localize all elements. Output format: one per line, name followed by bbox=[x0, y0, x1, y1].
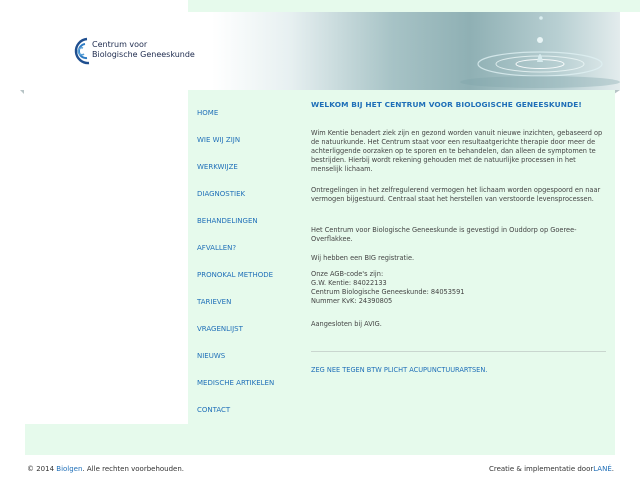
nav-wie-wij-zijn[interactable]: WIE WIJ ZIJN bbox=[197, 136, 241, 144]
nav-medische-artikelen[interactable]: MEDISCHE ARTIKELEN bbox=[197, 379, 275, 387]
left-white-column bbox=[25, 90, 188, 424]
footer-credit bbox=[489, 465, 614, 473]
paragraph-location: Het Centrum voor Biologische Geneeskunde is gevestigd in Ouddorp op Goeree-Overflakkee. bbox=[311, 226, 577, 243]
footer-biolgen-link[interactable]: Biolgen bbox=[56, 465, 83, 473]
btw-petition-link[interactable]: ZEG NEE TEGEN BTW PLICHT ACUPUNCTUURARTSEN. bbox=[311, 366, 488, 374]
header-banner bbox=[20, 12, 620, 90]
nav-afvallen[interactable]: AFVALLEN? bbox=[197, 244, 237, 252]
header-top-strip bbox=[188, 0, 640, 12]
nav-werkwijze[interactable]: WERKWIJZE bbox=[197, 163, 238, 171]
footer-credit-prefix: Creatie & implementatie door bbox=[488, 465, 594, 473]
footer-lane-link[interactable]: LANÉ bbox=[593, 465, 612, 473]
logo[interactable] bbox=[70, 34, 220, 68]
nav-home[interactable]: HOME bbox=[197, 109, 219, 117]
agb-title: Onze AGB-code's zijn: bbox=[311, 270, 384, 278]
page-title: WELKOM BIJ HET CENTRUM VOOR BIOLOGISCHE GENEESKUNDE! bbox=[311, 100, 582, 109]
footer-copyright bbox=[27, 465, 184, 473]
paragraph-avig: Aangesloten bij AVIG. bbox=[311, 320, 382, 328]
content-divider bbox=[311, 351, 606, 352]
intro-paragraph: Wim Kentie benadert ziek zijn en gezond worden vanuit nieuwe inzichten, gebaseerd op de natuurkunde. Het Centrum staat voor een resultaatgerichte therapie door meer de achterliggende oorzaken op te sporen en te behandelen, dan alleen de symptomen te bestrijden. Hierbij wordt rekening gehouden met de natuurlijke processen in het menselijk lichaam. bbox=[311, 129, 603, 173]
nav-nieuws[interactable]: NIEUWS bbox=[197, 352, 226, 360]
nav-diagnostiek[interactable]: DIAGNOSTIEK bbox=[197, 190, 246, 198]
footer-copy-suffix: . Alle rechten voorbehouden. bbox=[82, 465, 185, 473]
paragraph-big: Wij hebben een BIG registratie. bbox=[311, 254, 415, 262]
logo-swirl-icon bbox=[70, 34, 92, 68]
main-content bbox=[311, 100, 606, 374]
kvk-number: Nummer KvK: 24390805 bbox=[311, 297, 393, 305]
nav-pronokal-methode[interactable]: PRONOKAL METHODE bbox=[197, 271, 274, 279]
agb-code-kentie: G.W. Kentie: 84022133 bbox=[311, 279, 387, 287]
logo-text-line2: Biologische Geneeskunde bbox=[92, 50, 195, 59]
agb-code-centrum: Centrum Biologische Geneeskunde: 84053591 bbox=[311, 288, 465, 296]
nav-contact[interactable]: CONTACT bbox=[197, 406, 231, 414]
footer-copy-prefix: © 2014 bbox=[27, 465, 57, 473]
corner-shadow-left bbox=[20, 90, 24, 94]
footer-credit-suffix: . bbox=[611, 465, 614, 473]
nav-tarieven[interactable]: TARIEVEN bbox=[197, 298, 232, 306]
logo-text-line1: Centrum voor bbox=[92, 40, 148, 49]
paragraph-regulation: Ontregelingen in het zelfregulerend vermogen het lichaam worden opgespoord en naar vermogen bijgestuurd. Centraal staat het herstellen van verstoorde levensprocessen. bbox=[311, 186, 601, 203]
nav-behandelingen[interactable]: BEHANDELINGEN bbox=[197, 217, 258, 225]
nav-vragenlijst[interactable]: VRAGENLIJST bbox=[197, 325, 243, 333]
